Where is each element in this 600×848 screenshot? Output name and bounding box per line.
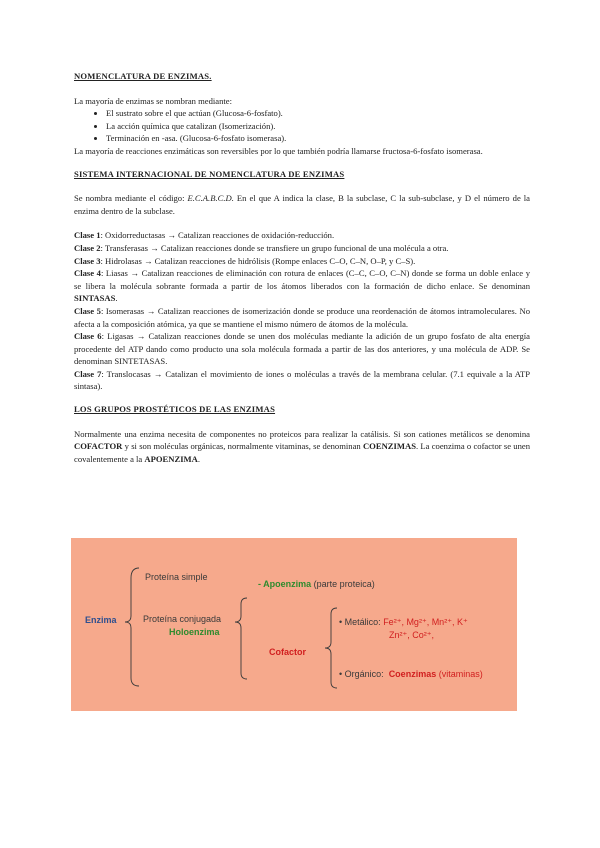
organico-label: • Orgánico:	[339, 669, 384, 679]
class-paragraph	[74, 267, 530, 305]
class-label: Clase 6	[74, 331, 102, 342]
class-label: Clase 7	[74, 368, 102, 379]
section-title-sistema: SISTEMA INTERNACIONAL DE NOMENCLATURA DE ENZIMAS	[74, 168, 345, 179]
code-post: En el que A indica la clase, B la subclase, C la sub-subclase, y D el número de la enzima dentro de la subclase.	[74, 193, 530, 216]
class-paragraph	[74, 255, 530, 268]
term-coenzimas: COENZIMAS	[362, 441, 416, 452]
enzima-label: Enzima	[85, 615, 117, 625]
class-text: : Isomerasas → Catalizan reacciones de isomerización donde se produce una reordenación de átomos intramoleculares. No afecta a la composición atómica, ya que se mantiene el mismo número de átomos de la molécula.	[74, 305, 530, 329]
metalico-line	[339, 617, 468, 628]
proteina-conjugada-label: Proteína conjugada	[143, 614, 222, 624]
class-paragraph	[74, 242, 530, 255]
coenzimas-label: Coenzimas	[388, 669, 437, 679]
class-text: : Ligasas → Catalizan reacciones donde se unen dos moléculas mediante la adición de un grupo fosfato de alta energía procedente del ATP dando como producto una sola molécula formada a partir de las dos anteriores, y una molécula de ADP. Se denominan SINTETASAS.	[74, 331, 530, 367]
class-label: Clase 3	[74, 255, 101, 266]
proteina-simple-label: Proteína simple	[145, 572, 208, 582]
text-run: y si son moléculas orgánicas, normalmente vitaminas, se denominan	[122, 441, 363, 452]
list-item: • La acción química que catalizan (Isomerización).	[106, 120, 530, 133]
holoenzima-label: Holoenzima	[169, 627, 220, 637]
text-run: . La coenzima o cofactor se unen covalentemente a la	[74, 441, 530, 464]
cofactor-paragraph	[74, 428, 530, 466]
metalico-ions: Fe²⁺, Mg²⁺, Mn²⁺, K⁺	[383, 617, 468, 627]
class-text: : Oxidorreductasas → Catalizan reacciones de oxidación-reducción.	[100, 230, 335, 241]
class-text: : Transferasas → Catalizan reacciones donde se transfiere un grupo funcional de una molécula a otra.	[100, 242, 449, 253]
reversible-note: La mayoría de reacciones enzimáticas son reversibles por lo que también podría llamarse fructosa-6-fosfato isomerasa.	[74, 145, 483, 156]
apoenzima-note: (parte proteica)	[311, 579, 375, 589]
intro-text: La mayoría de enzimas se nombran mediante:	[74, 95, 232, 106]
class-end: .	[115, 293, 118, 304]
list-item: • Terminación en -asa. (Glucosa-6-fosfato isomerasa).	[106, 132, 530, 145]
class-label: Clase 2	[74, 242, 101, 253]
apoenzima-line	[258, 579, 375, 589]
section-title-grupos: LOS GRUPOS PROSTÉTICOS DE LAS ENZIMAS	[74, 404, 276, 415]
cofactor-label: Cofactor	[269, 647, 307, 657]
class-paragraph	[74, 330, 530, 368]
class-label: Clase 1	[74, 230, 101, 241]
term-cofactor: COFACTOR	[74, 441, 123, 452]
class-paragraph	[74, 229, 530, 242]
class-text: : Hidrolasas → Catalizan reacciones de hidrólisis (Rompe enlaces C–O, C–N, O–P, y C–S).	[100, 255, 416, 266]
organico-line	[339, 669, 483, 679]
class-bold-term: SINTASAS	[74, 293, 116, 304]
text-run: .	[197, 453, 201, 464]
class-label: Clase 5	[74, 305, 101, 316]
class-text: : Translocasas → Catalizan el movimiento de iones o moléculas a través de la membrana celular. (7.1 equivale a la ATP sintasa).	[74, 368, 531, 392]
code-paragraph	[74, 192, 530, 217]
class-label: Clase 4	[74, 268, 101, 279]
term-apoenzima: APOENZIMA	[144, 453, 198, 464]
code-pre: Se nombra mediante el código:	[74, 193, 188, 204]
ec-code: E.C.A.B.C.D.	[187, 193, 234, 204]
class-paragraph	[74, 368, 530, 393]
section-title-nomenclatura: NOMENCLATURA DE ENZIMAS.	[74, 71, 212, 81]
metalico-ions-2: Zn²⁺, Co²⁺,	[389, 630, 435, 640]
coenzimas-note: (vitaminas)	[436, 669, 483, 679]
text-run: Normalmente una enzima necesita de componentes no proteicos para realizar la catálisis. Si son cationes metálicos se denomina	[74, 428, 530, 439]
document-body	[74, 70, 530, 465]
enzyme-structure-diagram	[71, 538, 517, 711]
metalico-label: • Metálico:	[339, 617, 381, 627]
apoenzima-label: - Apoenzima	[258, 579, 312, 589]
list-item: • El sustrato sobre el que actúan (Glucosa-6-fosfato).	[106, 107, 530, 120]
naming-list	[74, 107, 530, 145]
class-text: : Liasas → Catalizan reacciones de eliminación con rotura de enlaces (C–C, C–O, C–N) donde se forma un doble enlace y se libera la molécula sobrante formada a partir de los átomos liberados con la formación de dicho enlace. Se denominan	[74, 268, 530, 291]
class-paragraph	[74, 305, 530, 330]
